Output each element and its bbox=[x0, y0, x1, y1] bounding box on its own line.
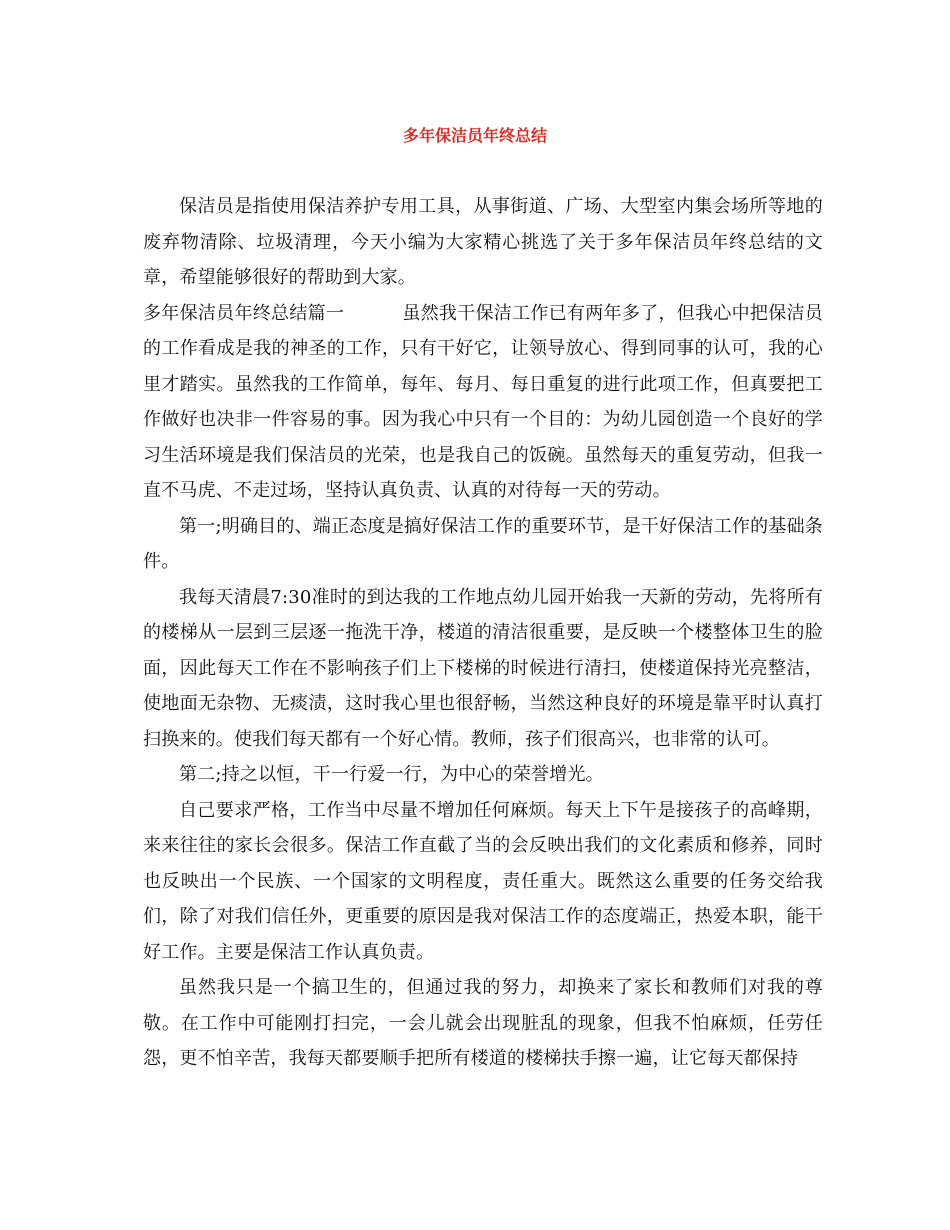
section-first-text: 虽然我干保洁工作已有两年多了，但我心中把保洁员的工作看成是我的神圣的工作，只有干好它，让领导放心、得到同事的认可，我的心里才踏实。虽然我的工作简单，每年、每月、每日重复的进行此项工作，但真要把工作做好也决非一件容易的事。因为我心中只有一个目的：为幼儿园创造一个良好的学习生活环境是我们保洁员的光荣，也是我自己的饭碗。虽然每天的重复劳动，但我一直不马虎、不走过场，坚持认真负责、认真的对待每一天的劳动。 bbox=[143, 302, 823, 501]
body-paragraph-3: 第二;持之以恒，干一行爱一行，为中心的荣誉增光。 bbox=[179, 764, 604, 785]
intro-paragraph: 保洁员是指使用保洁养护专用工具，从事街道、广场、大型室内集会场所等地的废弃物清除、垃圾清理，今天小编为大家精心挑选了关于多年保洁员年终总结的文章，希望能够很好的帮助到大家。 bbox=[143, 196, 823, 288]
body-paragraph-2: 我每天清晨7:30准时的到达我的工作地点幼儿园开始我一天新的劳动，先将所有的楼梯从一层到三层逐一拖洗干净，楼道的清洁很重要，是反映一个楼整体卫生的脸面，因此每天工作在不影响孩子们上下楼梯的时候进行清扫，使楼道保持光亮整洁，使地面无杂物、无痰渍，这时我心里也很舒畅，当然这种良好的环境是靠平时认真打扫换来的。使我们每天都有一个好心情。教师，孩子们很高兴，也非常的认可。 bbox=[143, 586, 823, 750]
section-heading: 多年保洁员年终总结篇一 bbox=[143, 302, 345, 324]
body-paragraph-4: 自己要求严格，工作当中尽量不增加任何麻烦。每天上下午是接孩子的高峰期，来来往往的家长会很多。保洁工作直截了当的会反映出我们的文化素质和修养，同时也反映出一个民族、一个国家的文明程度，责任重大。既然这么重要的任务交给我们，除了对我们信任外，更重要的原因是我对保洁工作的态度端正，热爱本职，能干好工作。主要是保洁工作认真负责。 bbox=[143, 799, 823, 963]
section-paragraph bbox=[143, 296, 823, 509]
document-title: 多年保洁员年终总结 bbox=[402, 126, 547, 145]
body-paragraph-5: 虽然我只是一个搞卫生的，但通过我的努力，却换来了家长和教师们对我的尊敬。在工作中可能刚打扫完，一会儿就会出现脏乱的现象，但我不怕麻烦，任劳任怨，更不怕辛苦，我每天都要顺手把所有楼道的楼梯扶手擦一遍，让它每天都保持 bbox=[143, 977, 823, 1069]
document-body bbox=[143, 189, 823, 1077]
body-paragraph-1: 第一;明确目的、端正态度是搞好保洁工作的重要环节，是干好保洁工作的基础条件。 bbox=[143, 515, 823, 572]
